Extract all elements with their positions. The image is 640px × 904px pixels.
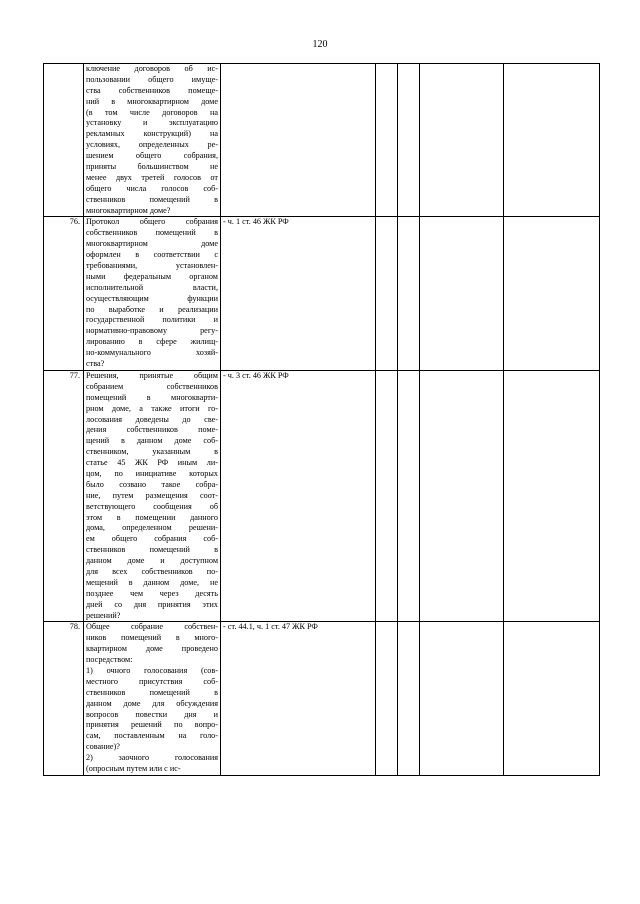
answer-yes-cell (376, 622, 398, 775)
question-line: исполнительной власти, (86, 282, 218, 292)
answer-no-cell (398, 370, 420, 621)
question-line: статье 45 ЖК РФ иным ли- (86, 458, 218, 468)
question-line: данном доме и доступном (86, 556, 218, 566)
legal-reference: - ст. 44.1, ч. 1 ст. 47 ЖК РФ (221, 622, 376, 775)
item-number: 76. (44, 217, 84, 370)
notes-cell (504, 370, 600, 621)
notes-cell (504, 217, 600, 370)
item-number: 78. (44, 622, 84, 775)
answer-no-cell (398, 217, 420, 370)
question-line: рекламных конструкций) на (86, 129, 218, 139)
question-cell (84, 370, 221, 621)
not-applicable-cell (420, 622, 504, 775)
answer-yes-cell (376, 370, 398, 621)
question-line: принятия решений по вопро- (86, 720, 218, 730)
answer-yes-cell (376, 64, 398, 217)
question-line: осуществляющим функции (86, 293, 218, 303)
question-line: государственной политики и (86, 315, 218, 325)
question-line: Общее собрание собствен- (86, 622, 218, 632)
question-line: ние, путем размещения соот- (86, 490, 218, 500)
not-applicable-cell (420, 370, 504, 621)
question-line: данном доме для обсуждения (86, 698, 218, 708)
question-line: менее двух третей голосов от (86, 172, 218, 182)
question-line: ства? (86, 359, 105, 369)
table-row (44, 370, 600, 621)
question-line: ключение договоров об ис- (86, 64, 218, 73)
question-line: сам, поставленным на голо- (86, 731, 218, 741)
question-line: (опросным путем или с ис- (86, 764, 181, 773)
question-line: дома, определенном решени- (86, 523, 218, 533)
table-row (44, 622, 600, 775)
checklist-table (43, 63, 600, 776)
question-line: 2) заочного голосования (86, 753, 218, 763)
question-line: ства собственников помеще- (86, 85, 218, 95)
question-line: пользовании общего имуще- (86, 74, 218, 84)
legal-reference: - ч. 3 ст. 46 ЖК РФ (221, 370, 376, 621)
question-line: но-коммунального хозяй- (86, 348, 218, 358)
question-line: дения собственников поме- (86, 425, 218, 435)
answer-no-cell (398, 622, 420, 775)
question-line: собственников помещений в (86, 228, 218, 238)
answer-yes-cell (376, 217, 398, 370)
question-line: Решения, принятые общим (86, 370, 218, 380)
question-line: нормативно-правовому регу- (86, 326, 218, 336)
question-line: дней со дня принятия этих (86, 599, 218, 609)
question-cell (84, 217, 221, 370)
question-line: посредством: (86, 655, 133, 665)
legal-reference: - ч. 1 ст. 46 ЖК РФ (221, 217, 376, 370)
question-line: ственником, указанным в (86, 447, 218, 457)
question-line: 1) очного голосования (сов- (86, 665, 218, 675)
not-applicable-cell (420, 217, 504, 370)
question-line: квартирном доме проведено (86, 644, 218, 654)
not-applicable-cell (420, 64, 504, 217)
question-line: многоквартирном доме? (86, 205, 171, 215)
question-line: этом в помещении данного (86, 512, 218, 522)
question-line: требованиями, установлен- (86, 261, 218, 271)
question-line: ными федеральным органом (86, 271, 218, 281)
question-line: приняты большинством не (86, 162, 218, 172)
question-cell (84, 622, 221, 775)
question-line: установку и эксплуатацию (86, 118, 218, 128)
question-line: собранием собственников (86, 381, 218, 391)
question-line: лированию в сфере жилищ- (86, 337, 218, 347)
question-line: ственников помещений в (86, 194, 218, 204)
question-line: лосования доведены до све- (86, 414, 218, 424)
question-line: ственников помещений в (86, 687, 218, 697)
question-line: многоквартирном доме (86, 239, 218, 249)
question-line: для всех собственников по- (86, 566, 218, 576)
question-line: помещений в многокварти- (86, 392, 218, 402)
question-line: щений в данном доме соб- (86, 436, 218, 446)
question-line: рном доме, а также итоги го- (86, 403, 218, 413)
question-line: цом, по инициативе которых (86, 468, 218, 478)
question-line: по выработке и реализации (86, 304, 218, 314)
question-line: ем общего собрания соб- (86, 534, 218, 544)
question-line: позднее чем через десять (86, 588, 218, 598)
question-line: мещений в данном доме, не (86, 577, 218, 587)
question-line: решений? (86, 610, 121, 620)
item-number: 77. (44, 370, 84, 621)
notes-cell (504, 622, 600, 775)
question-line: ний в многоквартирном доме (86, 96, 218, 106)
item-number (44, 64, 84, 217)
question-line: оформлен в соответствии с (86, 250, 218, 260)
legal-reference (221, 64, 376, 217)
question-line: Протокол общего собрания (86, 217, 218, 227)
question-line: местного присутствия соб- (86, 676, 218, 686)
checklist-body (44, 64, 600, 776)
page-number: 120 (312, 39, 328, 50)
question-line: сование)? (86, 742, 120, 752)
answer-no-cell (398, 64, 420, 217)
question-line: шением общего собрания, (86, 151, 218, 161)
question-line: было созвано такое собра- (86, 479, 218, 489)
question-line: ственников помещений в (86, 545, 218, 555)
question-line: общего числа голосов соб- (86, 183, 218, 193)
table-row (44, 217, 600, 370)
question-line: ников помещений в много- (86, 633, 218, 643)
question-line: ветствующего сообщения об (86, 501, 218, 511)
question-cell (84, 64, 221, 217)
question-line: вопросов повестки дня и (86, 709, 218, 719)
question-line: (в том числе договоров на (86, 107, 218, 117)
notes-cell (504, 64, 600, 217)
table-row (44, 64, 600, 217)
question-line: условиях, определенных ре- (86, 140, 218, 150)
